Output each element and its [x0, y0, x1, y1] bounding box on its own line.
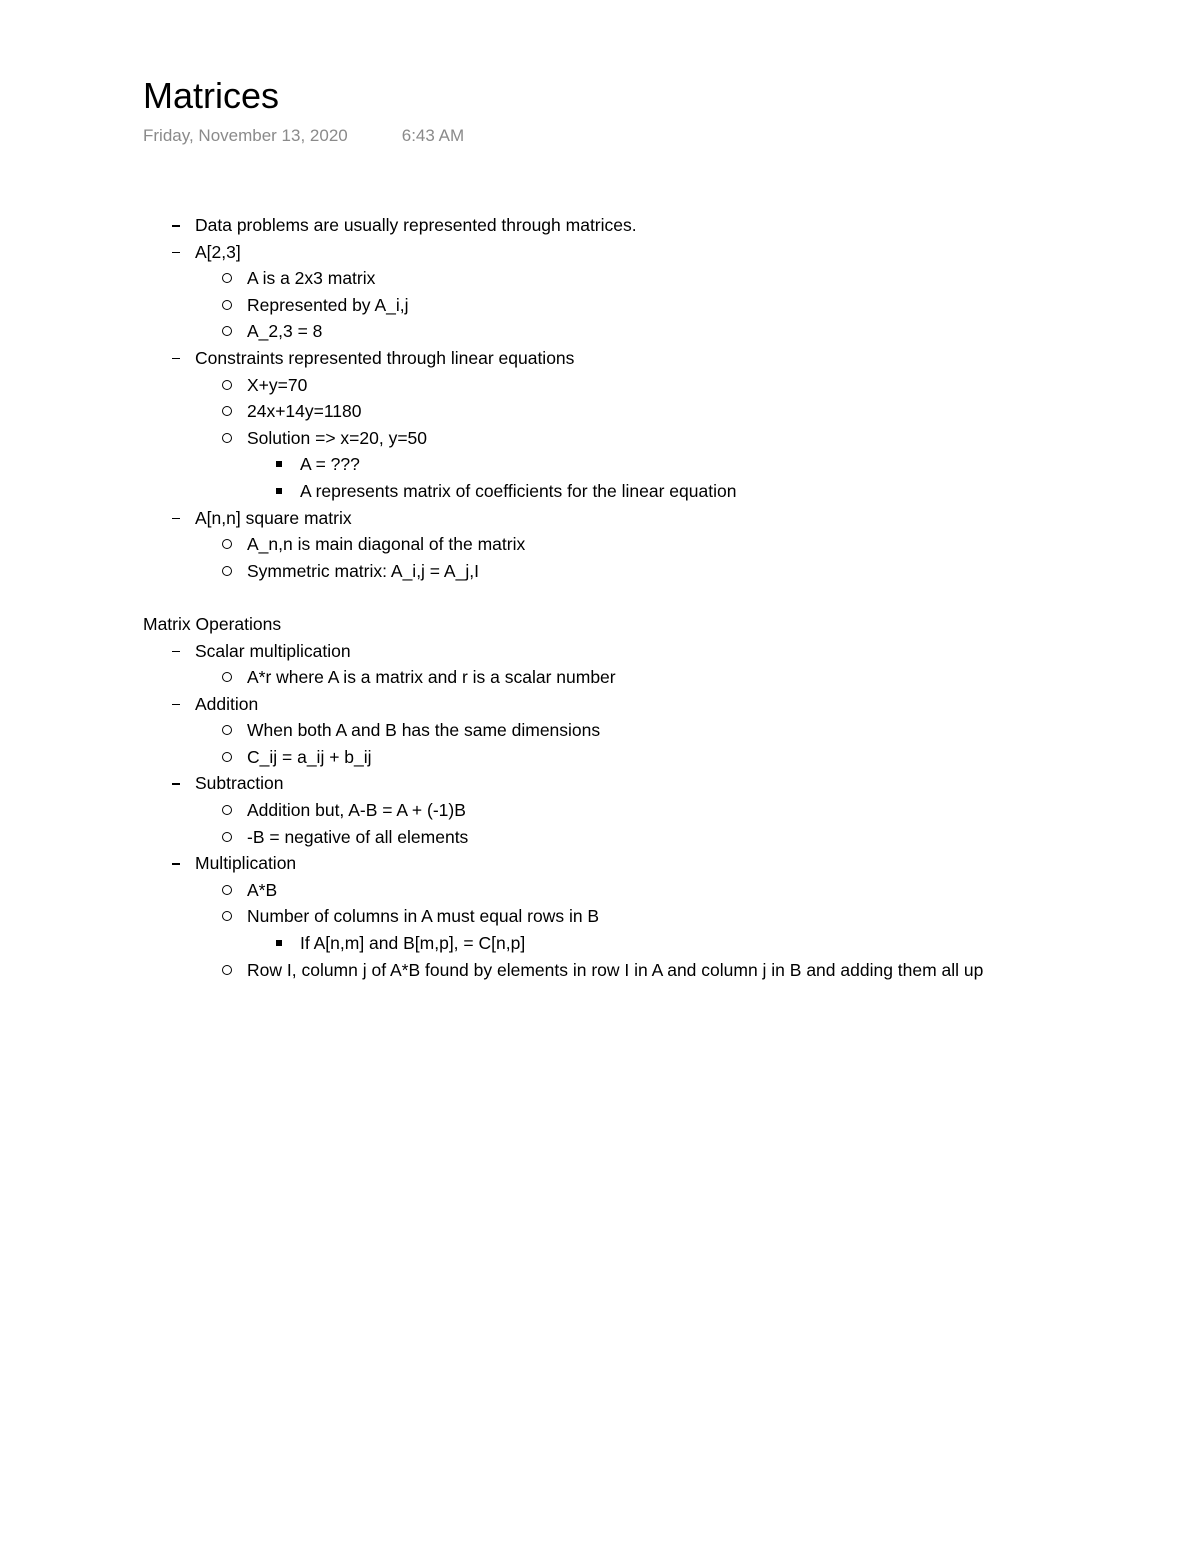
list-item: [143, 824, 1073, 851]
list-item-text: Matrix Operations: [143, 613, 282, 634]
list-item: [143, 877, 1073, 904]
list-item-text: A*B: [247, 879, 278, 900]
list-item-text: A represents matrix of coefficients for the linear equation: [300, 480, 737, 501]
list-item: [143, 239, 1073, 266]
list-item-text: A = ???: [300, 454, 360, 475]
list-item: [143, 398, 1073, 425]
list-item-text: Addition but, A-B = A + (-1)B: [247, 800, 466, 821]
note-body: [143, 212, 1073, 983]
list-item-text: 24x+14y=1180: [247, 401, 362, 422]
page-date: Friday, November 13, 2020: [143, 126, 348, 145]
list-item: [143, 212, 1073, 239]
list-item-text: A[2,3]: [195, 241, 241, 262]
page-time: 6:43 AM: [401, 126, 465, 145]
list-item-text: Constraints represented through linear equations: [195, 347, 575, 368]
list-item: [143, 425, 1073, 452]
section-heading: [143, 611, 1073, 638]
page-title: Matrices: [143, 75, 280, 116]
list-item: [143, 292, 1073, 319]
list-item: [143, 850, 1073, 877]
list-item-text: A_n,n is main diagonal of the matrix: [247, 534, 526, 555]
list-item: [143, 265, 1073, 292]
list-item: [143, 531, 1073, 558]
list-item: [143, 505, 1073, 532]
page-timestamp: [143, 126, 1073, 152]
list-item-text: A_2,3 = 8: [247, 321, 323, 342]
list-item-text: Subtraction: [195, 773, 284, 794]
list-item: [143, 957, 1073, 984]
list-item-text: Multiplication: [195, 853, 297, 874]
note-page: [143, 72, 1073, 980]
list-item-text: Row I, column j of A*B found by elements in row I in A and column j in B and adding them all up: [247, 959, 984, 980]
list-item-text: -B = negative of all elements: [247, 826, 469, 847]
list-item: [143, 770, 1073, 797]
list-item-text: Scalar multiplication: [195, 640, 351, 661]
list-item: [143, 318, 1073, 345]
list-item: [143, 345, 1073, 372]
list-item: [143, 664, 1073, 691]
list-item-text: Represented by A_i,j: [247, 294, 409, 315]
list-item: [143, 797, 1073, 824]
list-item: [143, 451, 1073, 478]
list-item-text: C_ij = a_ij + b_ij: [247, 746, 372, 767]
list-item-text: Solution => x=20, y=50: [247, 427, 427, 448]
list-item-text: Number of columns in A must equal rows in B: [247, 906, 600, 927]
list-item-text: Symmetric matrix: A_i,j = A_j,I: [247, 560, 479, 581]
list-item-text: A is a 2x3 matrix: [247, 268, 376, 289]
list-item-text: Addition: [195, 693, 259, 714]
list-item-text: A[n,n] square matrix: [195, 507, 352, 528]
list-item-text: A*r where A is a matrix and r is a scalar number: [247, 667, 616, 688]
list-item-text: Data problems are usually represented through matrices.: [195, 215, 637, 235]
list-item: [143, 717, 1073, 744]
list-item-text: X+y=70: [247, 374, 308, 395]
list-item: [143, 478, 1073, 505]
blank-line: [143, 584, 1073, 611]
list-item-text: If A[n,m] and B[m,p], = C[n,p]: [300, 933, 526, 954]
list-item: [143, 744, 1073, 771]
list-item-text: When both A and B has the same dimensions: [247, 720, 601, 741]
list-item: [143, 691, 1073, 718]
list-item: [143, 372, 1073, 399]
list-item: [143, 638, 1073, 665]
list-item: [143, 930, 1073, 957]
list-item: [143, 903, 1073, 930]
list-item: [143, 558, 1073, 585]
